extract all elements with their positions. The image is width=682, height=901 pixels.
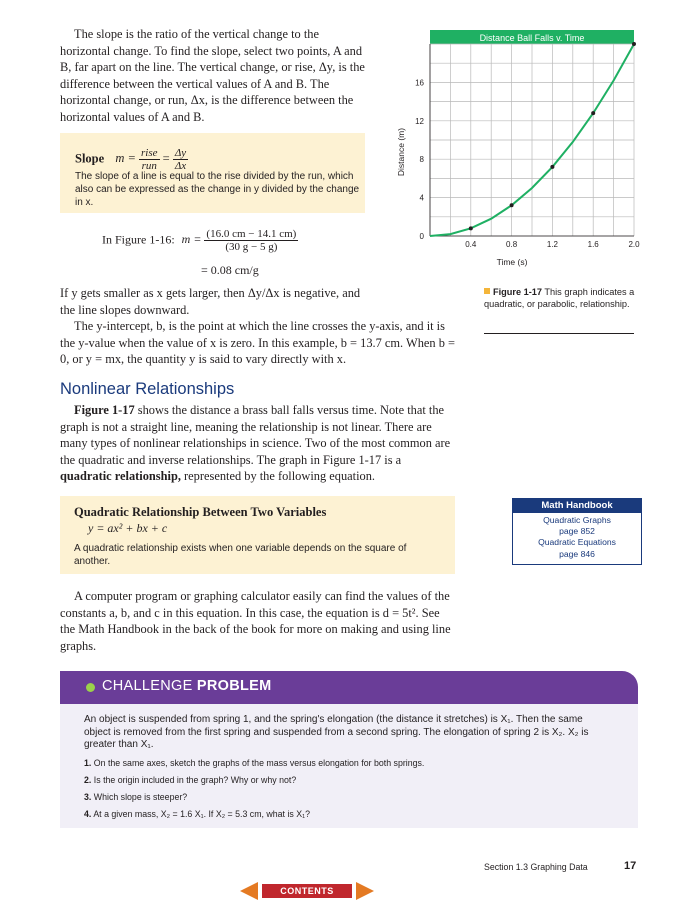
caption-rule <box>484 333 634 334</box>
example-result: = 0.08 cm/g <box>201 263 259 277</box>
x-tick-label: 1.6 <box>587 240 599 249</box>
math-handbook-title: Math Handbook <box>513 499 641 513</box>
y-tick-label: 12 <box>415 116 424 126</box>
slope-sign-paragraph <box>60 285 455 368</box>
challenge-intro: An object is suspended from spring 1, and the spring's elongation (the distance it stretches) is X₁. Then the same object is removed from the first spring and suspended from a second spring. The elongation of spring 2 is X₂. X₂ is greater than X₁. <box>84 714 589 750</box>
x-tick-label: 0.4 <box>465 240 477 249</box>
item-text: Is the origin included in the graph? Why or why not? <box>93 774 297 785</box>
challenge-body <box>84 714 604 820</box>
intro-paragraph <box>60 26 365 125</box>
math-handbook-box[interactable] <box>512 498 642 565</box>
y-tick-label: 0 <box>419 232 424 241</box>
figure-ref: Figure 1-17 <box>74 403 135 417</box>
data-point <box>469 226 473 230</box>
challenge-title <box>102 678 271 694</box>
y-axis-label: Distance (m) <box>396 127 406 177</box>
x-tick-label: 0.8 <box>506 240 518 249</box>
figure-caption <box>484 287 644 310</box>
next-page-arrow-icon[interactable] <box>356 882 374 900</box>
section-heading: Nonlinear Relationships <box>60 380 235 398</box>
delta-fraction <box>173 147 188 172</box>
chart-title: Distance Ball Falls v. Time <box>479 33 585 43</box>
example-fraction <box>204 228 298 253</box>
quadratic-description: A quadratic relationship exists when one variable depends on the square of another. <box>74 543 407 567</box>
worked-example <box>102 228 298 253</box>
slope-lhs: m = <box>115 151 136 166</box>
math-handbook-link-1[interactable]: Quadratic Graphs <box>543 515 611 525</box>
rise-over-run <box>139 147 160 172</box>
item-text: On the same axes, sketch the graphs of the mass versus elongation for both springs. <box>93 757 425 768</box>
delta-x-label: Δx <box>174 160 187 172</box>
data-point <box>591 111 595 115</box>
bullet-dot-icon <box>86 683 95 692</box>
y-tick-label: 16 <box>415 78 424 88</box>
slope-title: Slope <box>75 151 105 166</box>
quadratic-term: quadratic relationship, <box>60 469 181 483</box>
nonlinear-paragraph <box>60 402 455 485</box>
chart-ticks <box>415 78 640 249</box>
negative-slope-text: If y gets smaller as x gets larger, then Δy/Δx is negative, and the line slopes downward. <box>60 286 361 317</box>
page-number: 17 <box>624 860 637 872</box>
chart-series <box>430 42 636 236</box>
nonlinear-end: represented by the following equation. <box>180 469 376 483</box>
contents-button[interactable]: CONTENTS <box>262 884 352 898</box>
data-point <box>632 42 636 46</box>
previous-page-arrow-icon[interactable] <box>240 882 258 900</box>
equals-sign: = <box>162 151 170 166</box>
nonlinear-body: shows the distance a brass ball falls versus time. Note that the graph is not a straight line, meaning the relationship is not linear. There are many types of nonlinear relationships in science. Two of the most common are the quadratic and inverse relationships. The graph in Figure 1-17 is a <box>60 403 451 467</box>
x-tick-label: 2.0 <box>628 240 640 249</box>
run-label: run <box>141 160 157 172</box>
item-text: Which slope is steeper? <box>93 791 188 802</box>
challenge-item <box>84 758 604 769</box>
item-text: At a given mass, X₂ = 1.6 X₁. If X₂ = 5.3 cm, what is X₁? <box>93 808 310 819</box>
intro-text: The slope is the ratio of the vertical change to the horizontal change. To find the slope, select two points, A and B, far apart on the line. The vertical change, or rise, Δy, is the difference between the vertical values of A and B. The horizontal change, or run, Δx, is the difference between the horizontal values of A and B. <box>60 27 365 124</box>
math-handbook-page-1: page 852 <box>559 526 595 537</box>
chart-grid <box>430 44 634 236</box>
y-intercept-text: The y-intercept, b, is the point at which the line crosses the y-axis, and it is the y-value when the value of x is zero. In this example, b = 13.7 cm. When b = 0, or y = mx, the quantity y is said to vary directly with x. <box>60 319 455 366</box>
item-number: 1. <box>84 757 92 768</box>
quadratic-relationship-box <box>60 496 455 574</box>
example-lead: In Figure 1-16: <box>102 232 175 247</box>
nonlinear-text <box>60 402 455 485</box>
delta-y-label: Δy <box>174 147 187 159</box>
challenge-panel <box>60 704 638 828</box>
slope-formula <box>75 147 188 172</box>
example-numerator: (16.0 cm − 14.1 cm) <box>206 228 297 240</box>
caption-square-icon <box>484 288 490 294</box>
caption-label: Figure 1-17 <box>493 287 543 297</box>
y-tick-label: 8 <box>419 155 424 165</box>
quadratic-equation: y = ax² + bx + c <box>88 521 168 535</box>
slope-description: The slope of a line is equal to the rise divided by the run, which also can be expressed as the change in y divided by the change in x. <box>75 171 360 208</box>
example-lhs: m = <box>181 232 202 247</box>
item-number: 3. <box>84 791 92 802</box>
x-axis-label: Time (s) <box>496 257 528 267</box>
x-tick-label: 1.2 <box>546 240 558 249</box>
math-handbook-links <box>513 515 641 560</box>
data-point <box>510 203 514 207</box>
example-denominator: (30 g − 5 g) <box>225 241 278 253</box>
item-number: 4. <box>84 808 92 819</box>
quadratic-title: Quadratic Relationship Between Two Variables <box>74 505 327 519</box>
challenge-item <box>84 809 604 820</box>
rise-label: rise <box>141 147 158 159</box>
slope-definition-box <box>60 133 365 213</box>
data-point <box>550 165 554 169</box>
constants-paragraph <box>60 588 455 654</box>
item-number: 2. <box>84 774 92 785</box>
y-tick-label: 4 <box>419 193 424 203</box>
math-handbook-page-2: page 846 <box>559 548 595 559</box>
distance-time-graph <box>388 20 643 270</box>
challenge-item <box>84 792 604 803</box>
challenge-title-bold: PROBLEM <box>196 678 272 694</box>
footer-section-title: Section 1.3 Graphing Data <box>484 862 588 872</box>
constants-text: A computer program or graphing calculator easily can find the values of the constants a, b, and c in this equation. In this case, the equation is d = 5t². See the Math Handbook in the back of the book for more on making and using line graphs. <box>60 589 451 653</box>
caption-text: This graph indicates a quadratic, or parabolic, relationship. <box>484 287 635 309</box>
challenge-title-light: CHALLENGE <box>102 678 197 694</box>
math-handbook-link-2[interactable]: Quadratic Equations <box>538 537 616 548</box>
challenge-banner <box>60 671 638 704</box>
challenge-item <box>84 775 604 786</box>
